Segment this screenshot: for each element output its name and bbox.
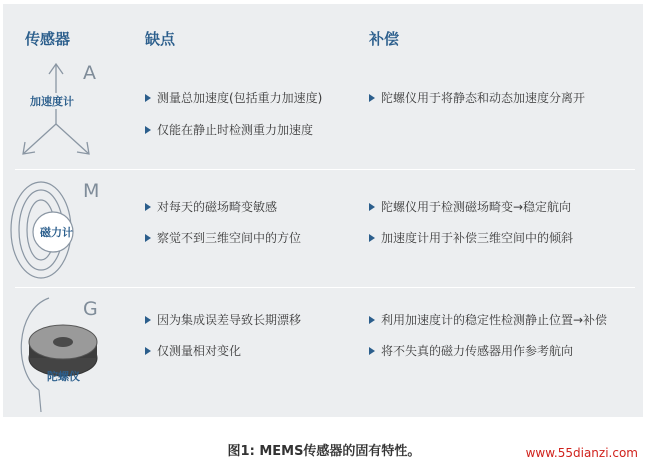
row-separator xyxy=(15,169,635,170)
header-drawbacks: 缺点 xyxy=(145,30,176,48)
sensor-label-gyroscope: 陀螺仪 xyxy=(47,370,80,383)
bullet-icon xyxy=(145,94,151,102)
bullet-icon xyxy=(369,234,375,242)
sensor-letter-m: M xyxy=(83,180,100,202)
header-compensation: 补偿 xyxy=(369,30,400,48)
bullet-icon xyxy=(145,347,151,355)
drawback-item: 察觉不到三维空间中的方位 xyxy=(145,230,301,246)
sensor-letter-a: A xyxy=(83,62,96,84)
compensation-item: 陀螺仪用于检测磁场畸变→稳定航向 xyxy=(369,199,571,215)
header-sensor: 传感器 xyxy=(25,30,71,48)
drawback-item: 因为集成误差导致长期漂移 xyxy=(145,312,301,328)
sensor-letter-g: G xyxy=(83,298,98,320)
row-separator xyxy=(15,287,635,288)
sensor-label-accelerometer: 加速度计 xyxy=(30,95,74,108)
sensor-table-panel xyxy=(3,4,643,417)
drawback-item: 仅测量相对变化 xyxy=(145,343,241,359)
bullet-icon xyxy=(145,234,151,242)
bullet-icon xyxy=(369,316,375,324)
sensor-label-magnetometer: 磁力计 xyxy=(40,226,73,239)
drawback-item: 对每天的磁场畸变敏感 xyxy=(145,199,277,215)
bullet-icon xyxy=(369,203,375,211)
bullet-icon xyxy=(145,126,151,134)
figure-caption: 图1: MEMS传感器的固有特性。 xyxy=(227,444,421,459)
compensation-item: 陀螺仪用于将静态和动态加速度分离开 xyxy=(369,90,585,106)
bullet-icon xyxy=(369,94,375,102)
bullet-icon xyxy=(145,203,151,211)
drawback-item: 测量总加速度(包括重力加速度) xyxy=(145,90,322,106)
compensation-item: 将不失真的磁力传感器用作参考航向 xyxy=(369,343,573,359)
compensation-item: 利用加速度计的稳定性检测静止位置→补偿 xyxy=(369,312,607,328)
bullet-icon xyxy=(145,316,151,324)
site-watermark: www.55dianzi.com xyxy=(525,446,638,460)
compensation-item: 加速度计用于补偿三维空间中的倾斜 xyxy=(369,230,573,246)
drawback-item: 仅能在静止时检测重力加速度 xyxy=(145,122,313,138)
bullet-icon xyxy=(369,347,375,355)
